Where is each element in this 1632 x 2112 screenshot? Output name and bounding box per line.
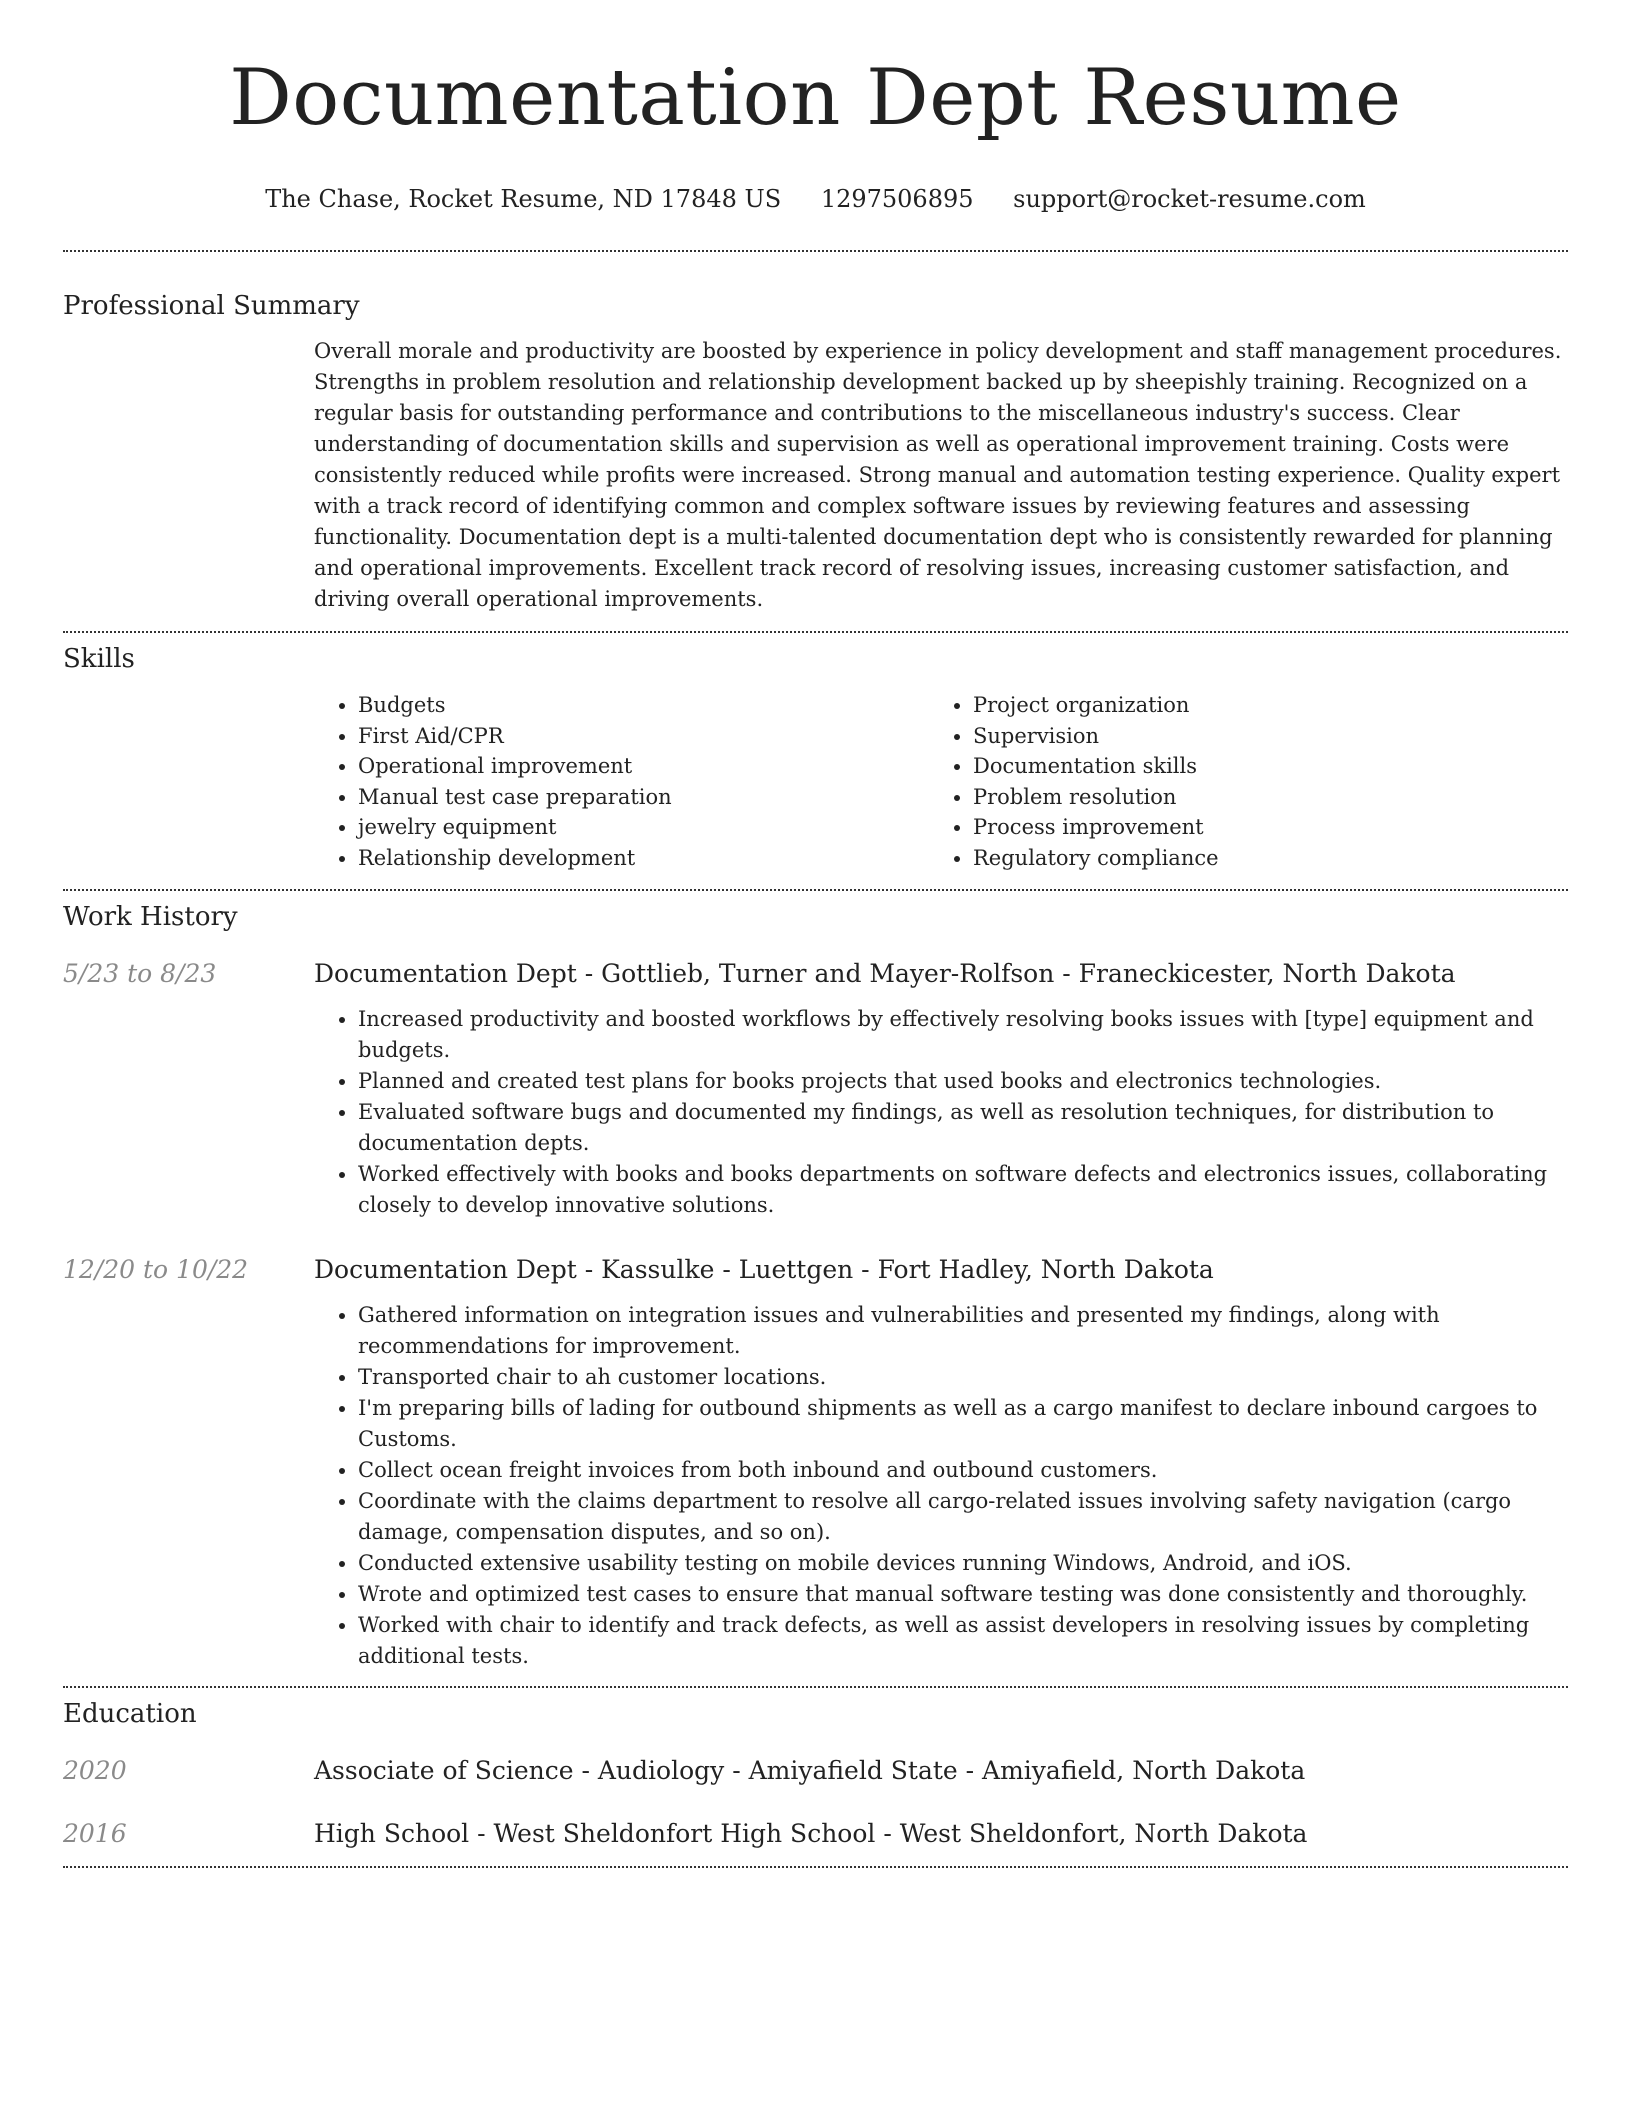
skill-item: • Process improvement bbox=[973, 812, 1544, 843]
job-bullet: • Increased productivity and boosted workflows by effectively resolving books issues with [type] equipment and budgets. bbox=[358, 1004, 1568, 1066]
job-dates: 12/20 to 10/22 bbox=[63, 1255, 249, 1284]
job-header bbox=[63, 1255, 1568, 1284]
contact-address: The Chase, Rocket Resume, ND 17848 US bbox=[265, 185, 782, 213]
education-heading: Associate of Science - Audiology - Amiyafield State - Amiyafield, North Dakota bbox=[314, 1756, 1306, 1785]
skill-item: • jewelry equipment bbox=[358, 812, 929, 843]
job-bullets bbox=[314, 1300, 1568, 1672]
job-heading: Documentation Dept - Gottlieb, Turner and Mayer-Rolfson - Franeckicester, North Dakota bbox=[314, 959, 1456, 988]
education-year: 2020 bbox=[63, 1756, 127, 1785]
skills-list-right bbox=[929, 690, 1544, 873]
divider bbox=[63, 1686, 1568, 1688]
divider bbox=[63, 631, 1568, 633]
job-bullet: • Transported chair to ah customer locations. bbox=[358, 1362, 1568, 1393]
job-bullet: • Worked effectively with books and books departments on software defects and electronics issues, collaborating closely to develop innovative solutions. bbox=[358, 1159, 1568, 1221]
skill-item: • Problem resolution bbox=[973, 782, 1544, 813]
education-entry bbox=[63, 1756, 1568, 1785]
job-details bbox=[314, 1300, 1568, 1672]
divider bbox=[63, 1866, 1568, 1868]
job-bullets bbox=[314, 1004, 1568, 1221]
skill-item: • Documentation skills bbox=[973, 751, 1544, 782]
divider bbox=[63, 250, 1568, 252]
skills-section-title: Skills bbox=[63, 644, 135, 674]
resume-page bbox=[63, 0, 1568, 1868]
skill-item: • Regulatory compliance bbox=[973, 843, 1544, 874]
job-heading: Documentation Dept - Kassulke - Luettgen - Fort Hadley, North Dakota bbox=[314, 1255, 1214, 1284]
job-details bbox=[314, 1004, 1568, 1221]
skill-item: • Project organization bbox=[973, 690, 1544, 721]
job-bullet: • Conducted extensive usability testing on mobile devices running Windows, Android, and iOS. bbox=[358, 1548, 1568, 1579]
job-bullet: • Worked with chair to identify and track defects, as well as assist developers in resolving issues by completing additional tests. bbox=[358, 1610, 1568, 1672]
summary-section-title: Professional Summary bbox=[63, 291, 360, 321]
skill-item: • First Aid/CPR bbox=[358, 721, 929, 752]
job-header bbox=[63, 959, 1568, 988]
job-bullet: • Wrote and optimized test cases to ensure that manual software testing was done consistently and thoroughly. bbox=[358, 1579, 1568, 1610]
contact-email: support@rocket-resume.com bbox=[1013, 185, 1366, 213]
education-section-title: Education bbox=[63, 1699, 197, 1729]
job-bullet: • Planned and created test plans for books projects that used books and electronics technologies. bbox=[358, 1066, 1568, 1097]
skill-item: • Manual test case preparation bbox=[358, 782, 929, 813]
job-entry bbox=[63, 1255, 1568, 1672]
education-heading: High School - West Sheldonfort High School - West Sheldonfort, North Dakota bbox=[314, 1819, 1308, 1848]
skill-item: • Relationship development bbox=[358, 843, 929, 874]
skills-columns bbox=[314, 690, 1568, 873]
job-bullet: • Gathered information on integration issues and vulnerabilities and presented my findings, along with recommendations for improvement. bbox=[358, 1300, 1568, 1362]
resume-name: Documentation Dept Resume bbox=[229, 53, 1402, 143]
summary-text: Overall morale and productivity are boosted by experience in policy development and staff management procedures. Strengths in problem resolution and relationship development backed up by sheepishly training. Recognized on a regular basis for outstanding performance and contributions to the miscellaneous industry's success. Clear understanding of documentation skills and supervision as well as operational improvement training. Costs were consistently reduced while profits were increased. Strong manual and automation testing experience. Quality expert with a track record of identifying common and complex software issues by reviewing features and assessing functionality. Documentation dept is a multi-talented documentation dept who is consistently rewarded for planning and operational improvements. Excellent track record of resolving issues, increasing customer satisfaction, and driving overall operational improvements. bbox=[314, 339, 1562, 611]
divider bbox=[63, 889, 1568, 891]
job-dates: 5/23 to 8/23 bbox=[63, 959, 217, 988]
job-bullet: • I'm preparing bills of lading for outbound shipments as well as a cargo manifest to declare inbound cargoes to Customs. bbox=[358, 1393, 1568, 1455]
work-section-title: Work History bbox=[63, 902, 238, 932]
skills-section-body bbox=[314, 690, 1568, 873]
skill-item: • Budgets bbox=[358, 690, 929, 721]
job-bullet: • Evaluated software bugs and documented my findings, as well as resolution techniques, for distribution to documentation depts. bbox=[358, 1097, 1568, 1159]
education-entry bbox=[63, 1819, 1568, 1848]
education-year: 2016 bbox=[63, 1819, 127, 1848]
skill-item: • Operational improvement bbox=[358, 751, 929, 782]
skill-item: • Supervision bbox=[973, 721, 1544, 752]
skills-list-left bbox=[314, 690, 929, 873]
job-bullet: • Collect ocean freight invoices from both inbound and outbound customers. bbox=[358, 1455, 1568, 1486]
contact-line bbox=[63, 184, 1568, 214]
job-bullet: • Coordinate with the claims department to resolve all cargo-related issues involving safety navigation (cargo damage, compensation disputes, and so on). bbox=[358, 1486, 1568, 1548]
summary-section-body bbox=[314, 336, 1568, 615]
job-entry bbox=[63, 959, 1568, 1221]
contact-phone: 1297506895 bbox=[820, 185, 974, 213]
